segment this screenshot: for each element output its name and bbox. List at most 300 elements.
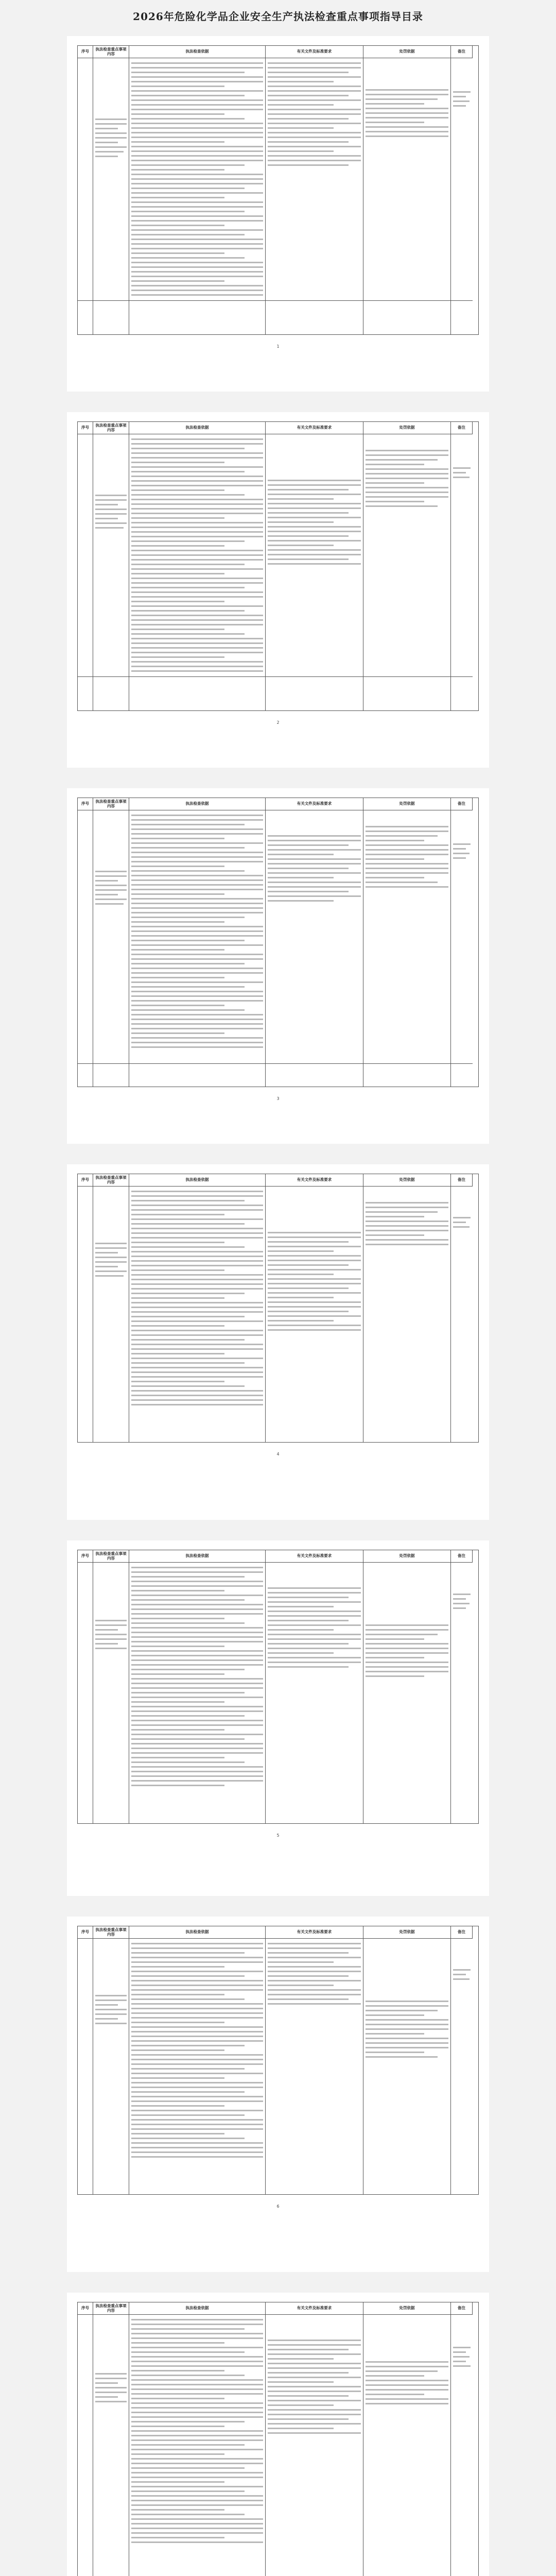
text-line <box>131 1985 263 1986</box>
text-line <box>131 457 263 459</box>
column-header: 执法检查依据 <box>129 46 266 58</box>
text-line <box>268 2358 334 2360</box>
text-line <box>366 496 448 498</box>
column-header: 执法检查依据 <box>129 798 266 810</box>
text-line <box>131 935 263 937</box>
text-line <box>131 870 245 872</box>
text-line <box>95 885 127 886</box>
text-line <box>131 2342 224 2344</box>
text-line <box>131 1311 263 1313</box>
text-line <box>268 164 349 166</box>
text-line <box>131 262 263 263</box>
text-line <box>131 1223 245 1225</box>
text-line <box>131 884 263 886</box>
text-line <box>366 478 448 479</box>
row-divider <box>363 1063 450 1064</box>
text-line <box>131 2490 245 2492</box>
text-line <box>131 1989 263 1991</box>
text-line <box>268 1634 361 1635</box>
text-line <box>95 128 118 129</box>
text-line <box>131 2096 263 2097</box>
text-line <box>268 882 361 883</box>
text-line <box>366 1662 448 1663</box>
text-line <box>131 1232 263 1234</box>
text-line <box>268 1592 361 1594</box>
text-line <box>131 991 263 992</box>
text-line <box>131 95 245 96</box>
text-line <box>366 2375 424 2377</box>
text-line <box>366 482 424 484</box>
text-line <box>131 1195 263 1197</box>
row-divider <box>93 676 129 677</box>
text-line <box>131 211 245 212</box>
text-line <box>131 1385 245 1387</box>
text-line <box>268 1606 334 1607</box>
text-line <box>131 1028 263 1029</box>
text-line <box>366 1221 448 1222</box>
text-line <box>131 1274 263 1276</box>
item-cell <box>93 58 129 334</box>
text-line <box>131 610 245 612</box>
text-line <box>366 1244 448 1245</box>
text-line <box>131 1228 263 1229</box>
item-cell <box>93 1187 129 1442</box>
text-line <box>268 67 361 69</box>
text-line <box>131 62 263 64</box>
text-line <box>131 118 245 120</box>
text-line <box>131 2426 224 2427</box>
text-line <box>268 2432 361 2434</box>
text-line <box>131 1664 263 1666</box>
text-line <box>268 1998 349 2000</box>
text-line <box>131 661 263 663</box>
text-line <box>268 1597 349 1598</box>
text-line <box>366 2052 424 2053</box>
text-line <box>453 1217 471 1218</box>
text-line <box>366 2024 448 2025</box>
text-line <box>131 554 263 556</box>
text-line <box>268 526 361 528</box>
column-header: 序号 <box>78 46 93 58</box>
guideline-table <box>77 1926 479 2195</box>
text-line <box>268 1961 334 1963</box>
text-line <box>268 1666 349 1668</box>
text-line <box>131 1348 263 1350</box>
text-line <box>268 1274 334 1275</box>
text-line <box>268 123 361 124</box>
text-line <box>131 2439 263 2441</box>
column-header: 有关文件及标准要求 <box>266 422 363 434</box>
text-line <box>131 1218 263 1220</box>
text-line <box>366 1207 448 1208</box>
text-line <box>95 875 127 877</box>
text-line <box>131 109 263 110</box>
text-line <box>268 1297 334 1298</box>
row-divider <box>363 300 450 301</box>
text-line <box>131 2040 263 2042</box>
text-line <box>268 1657 361 1658</box>
text-line <box>268 1989 361 1991</box>
text-line <box>131 1957 263 1958</box>
column-header: 执法检查依据 <box>129 1926 266 1939</box>
text-line <box>366 2042 448 2044</box>
item-cell <box>93 810 129 1087</box>
text-line <box>95 142 118 143</box>
text-line <box>453 91 471 93</box>
text-line <box>131 1032 224 1034</box>
text-line <box>366 849 448 851</box>
text-line <box>268 2344 361 2346</box>
text-line <box>131 1641 263 1642</box>
text-line <box>268 1643 349 1645</box>
text-line <box>131 903 263 904</box>
text-line <box>268 2428 334 2429</box>
text-line <box>268 141 349 143</box>
text-line <box>131 972 263 974</box>
text-line <box>268 563 361 565</box>
text-line <box>131 2119 263 2121</box>
text-line <box>131 2509 224 2511</box>
column-header: 执法检查重点事项内容 <box>93 1926 129 1939</box>
text-line <box>366 1652 448 1654</box>
text-line <box>131 1966 224 1968</box>
text-line <box>453 2347 471 2348</box>
column-header: 执法检查重点事项内容 <box>93 1550 129 1563</box>
text-line <box>268 76 361 78</box>
text-line <box>131 1005 224 1006</box>
text-line <box>131 1618 224 1619</box>
text-line <box>131 1724 263 1726</box>
column-header: 序号 <box>78 1926 93 1939</box>
row-divider <box>78 300 93 301</box>
text-line <box>131 568 263 570</box>
text-line <box>131 1237 263 1239</box>
text-line <box>131 1214 224 1215</box>
column-header: 执法检查重点事项内容 <box>93 1174 129 1187</box>
text-line <box>131 1980 263 1981</box>
text-line <box>131 1344 263 1345</box>
column-header: 有关文件及标准要求 <box>266 2302 363 2315</box>
text-line <box>131 2045 245 2046</box>
text-line <box>95 2004 118 2006</box>
text-line <box>95 1243 127 1244</box>
text-line <box>131 503 263 505</box>
column-header: 执法检查依据 <box>129 2302 266 2315</box>
text-line <box>131 1650 263 1652</box>
text-line <box>268 1292 361 1294</box>
text-line <box>131 517 224 519</box>
text-line <box>131 1200 245 1201</box>
text-line <box>95 1999 127 2001</box>
text-line <box>453 1603 470 1604</box>
text-line <box>268 1264 349 1266</box>
text-line <box>131 2384 263 2385</box>
text-line <box>131 1567 263 1568</box>
text-line <box>131 2514 245 2515</box>
text-line <box>268 1624 361 1626</box>
text-line <box>131 2333 263 2334</box>
text-line <box>131 1042 263 1043</box>
text-line <box>131 2416 263 2418</box>
text-line <box>268 507 361 509</box>
text-line <box>366 1671 448 1672</box>
text-line <box>131 2541 263 2543</box>
text-line <box>131 276 263 277</box>
text-line <box>131 1288 263 1290</box>
standard-cell <box>266 58 363 334</box>
column-header: 有关文件及标准要求 <box>266 1550 363 1563</box>
guideline-table <box>77 798 479 1087</box>
text-line <box>131 666 263 667</box>
text-line <box>131 2495 263 2497</box>
text-line <box>268 1269 361 1270</box>
text-line <box>268 484 361 486</box>
text-line <box>131 2481 224 2483</box>
text-line <box>131 1395 263 1396</box>
text-line <box>131 2319 263 2320</box>
text-line <box>366 1230 448 1231</box>
text-line <box>131 1571 263 1573</box>
text-line <box>131 2087 263 2088</box>
text-line <box>95 1266 118 1267</box>
text-line <box>366 1239 448 1241</box>
column-header: 处罚依据 <box>363 1926 451 1939</box>
text-line <box>131 1251 263 1252</box>
text-line <box>131 225 224 226</box>
text-line <box>131 266 263 268</box>
text-line <box>131 239 263 240</box>
text-line <box>131 76 263 78</box>
penalty-cell <box>363 2315 451 2576</box>
text-line <box>268 877 334 878</box>
text-line <box>131 452 263 454</box>
text-line <box>131 940 245 941</box>
text-line <box>453 472 466 473</box>
text-line <box>453 477 470 478</box>
text-line <box>366 844 448 846</box>
text-line <box>131 2008 263 2009</box>
text-line <box>268 1232 361 1233</box>
text-line <box>131 183 263 184</box>
text-line <box>131 197 224 198</box>
text-line <box>131 1046 263 1048</box>
column-header: 序号 <box>78 1550 93 1563</box>
text-line <box>131 2398 224 2399</box>
penalty-cell <box>363 434 451 710</box>
text-line <box>131 847 245 849</box>
row-divider <box>129 1063 265 1064</box>
text-line <box>453 1974 466 1975</box>
text-line <box>366 1216 424 1217</box>
remark-cell <box>451 810 473 1087</box>
text-line <box>131 443 263 445</box>
text-line <box>95 1643 118 1645</box>
row-divider <box>129 676 265 677</box>
guideline-table <box>77 421 479 711</box>
text-line <box>131 2133 224 2134</box>
text-line <box>131 1242 224 1243</box>
text-line <box>131 912 263 913</box>
text-line <box>131 629 224 630</box>
text-line <box>131 462 224 463</box>
text-line <box>453 2356 470 2358</box>
text-line <box>366 459 438 461</box>
text-line <box>131 926 263 927</box>
text-line <box>131 2518 263 2520</box>
text-line <box>131 1307 263 1308</box>
text-line <box>131 1019 263 1020</box>
text-line <box>366 1202 448 1204</box>
column-header: 有关文件及标准要求 <box>266 1926 363 1939</box>
text-line <box>131 968 263 969</box>
text-line <box>366 1225 448 1227</box>
index-cell <box>78 810 93 1087</box>
text-line <box>366 122 424 123</box>
text-line <box>453 1226 470 1228</box>
text-line <box>268 118 349 120</box>
text-line <box>131 155 263 157</box>
column-header: 备注 <box>451 422 473 434</box>
text-line <box>131 889 263 890</box>
text-line <box>131 559 263 561</box>
text-line <box>131 652 263 653</box>
text-line <box>131 1683 263 1684</box>
text-line <box>131 2486 263 2487</box>
column-header: 序号 <box>78 1174 93 1187</box>
text-line <box>453 96 466 97</box>
remark-cell <box>451 2315 473 2576</box>
text-line <box>268 1966 361 1968</box>
text-line <box>131 1595 263 1596</box>
text-line <box>95 2401 127 2402</box>
basis-cell <box>129 434 266 710</box>
text-line <box>366 886 448 888</box>
text-line <box>453 467 471 469</box>
text-line <box>268 1980 361 1981</box>
text-line <box>268 1278 361 1280</box>
text-line <box>95 2396 118 2398</box>
text-line <box>131 229 263 231</box>
text-line <box>131 2421 245 2422</box>
text-line <box>131 1743 263 1744</box>
text-line <box>268 1957 361 1958</box>
text-line <box>131 2504 263 2506</box>
text-line <box>131 1687 263 1689</box>
column-header: 处罚依据 <box>363 798 451 810</box>
column-header: 备注 <box>451 2302 473 2315</box>
text-line <box>95 509 127 510</box>
text-line <box>268 2395 349 2397</box>
text-line <box>268 895 361 897</box>
text-line <box>268 840 361 841</box>
text-line <box>131 1390 263 1392</box>
text-line <box>131 842 263 844</box>
text-line <box>366 487 448 488</box>
text-line <box>131 1771 263 1772</box>
text-line <box>366 1657 424 1658</box>
text-line <box>268 109 361 110</box>
text-line <box>131 243 263 245</box>
text-line <box>131 489 224 491</box>
text-line <box>268 2409 361 2411</box>
text-line <box>131 1729 224 1731</box>
row-divider <box>451 676 473 677</box>
text-line <box>268 2391 361 2392</box>
text-line <box>131 1037 263 1039</box>
row-divider <box>93 300 129 301</box>
text-line <box>131 2105 224 2107</box>
text-line <box>131 619 263 621</box>
text-line <box>131 1014 263 1015</box>
text-line <box>268 489 349 490</box>
text-line <box>131 2328 245 2330</box>
text-line <box>131 2082 263 2083</box>
text-line <box>268 2363 361 2364</box>
text-line <box>366 877 424 878</box>
item-cell <box>93 1563 129 1823</box>
text-line <box>95 151 124 152</box>
text-line <box>131 2031 263 2032</box>
text-line <box>131 1353 224 1354</box>
guideline-table <box>77 1174 479 1443</box>
document-title: 2026年危险化学品企业安全生产执法检查重点事项指导目录 <box>133 10 423 23</box>
text-line <box>268 872 361 874</box>
text-line <box>268 900 334 902</box>
standard-cell <box>266 434 363 710</box>
column-header: 有关文件及标准要求 <box>266 798 363 810</box>
index-cell <box>78 434 93 710</box>
text-line <box>366 468 448 470</box>
column-header: 备注 <box>451 46 473 58</box>
column-header: 序号 <box>78 2302 93 2315</box>
text-line <box>131 476 263 477</box>
text-line <box>366 2056 438 2058</box>
text-line <box>366 1629 448 1631</box>
text-line <box>131 944 263 946</box>
text-line <box>131 2054 263 2056</box>
text-line <box>366 2001 448 2002</box>
text-line <box>131 1947 263 1949</box>
column-header: 有关文件及标准要求 <box>266 46 363 58</box>
text-line <box>453 1222 466 1223</box>
text-line <box>131 1283 263 1285</box>
text-line <box>268 99 361 101</box>
text-line <box>131 1604 263 1605</box>
text-line <box>131 1780 263 1782</box>
text-line <box>131 1205 263 1206</box>
basis-cell <box>129 1939 266 2194</box>
text-line <box>131 2393 263 2395</box>
text-line <box>268 1648 361 1649</box>
text-line <box>131 1000 263 1002</box>
text-line <box>268 535 349 537</box>
text-line <box>268 863 361 865</box>
text-line <box>268 1615 361 1617</box>
text-line <box>131 605 263 607</box>
text-line <box>268 62 361 64</box>
text-line <box>131 494 245 496</box>
standard-cell <box>266 1187 363 1442</box>
text-line <box>366 872 448 874</box>
text-line <box>366 2394 424 2395</box>
text-line <box>95 1648 127 1649</box>
text-line <box>131 234 245 235</box>
text-line <box>131 1209 263 1211</box>
text-line <box>131 1599 245 1601</box>
text-line <box>268 132 361 133</box>
text-line <box>131 1757 224 1758</box>
text-line <box>131 875 263 876</box>
